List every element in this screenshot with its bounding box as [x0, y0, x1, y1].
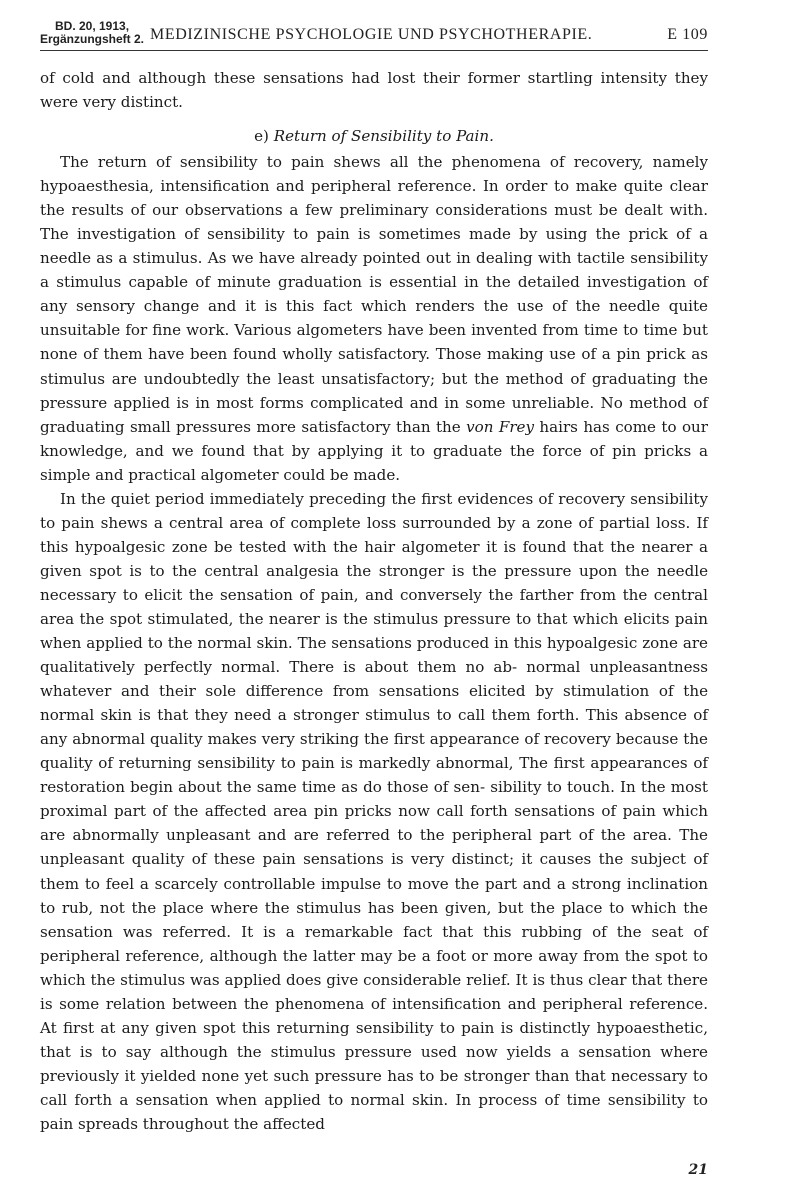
paragraph-1-end: hairs has come to our knowledge, and we found that by applying it to graduate the force of pin pricks a simple and practical algometer could be made.	[40, 417, 708, 484]
paragraph-1	[40, 150, 708, 487]
paragraph-2: In the quiet period immediately preceding the first evidences of recovery sensibility to pain shews a central area of complete loss surrounded by a zone of partial loss. If this hypoalgesic zone be tested with the hair algometer it is found that the nearer a given spot is to the central analgesia the stronger is the pressure upon the needle necessary to elicit the sensation of pain, and conversely the farther from the central area the spot stimulated, the nearer is the stimulus pressure to that which elicits pain when applied to the normal skin. The sensations produced in this hypoalgesic zone are qualitatively perfectly normal. There is about them no ab- normal unpleasantness whatever and their sole difference from sensations elicited by stimulation of the normal skin is that they need a stronger stimulus to call them forth. This absence of any abnormal quality makes very striking the first appearance of recovery because the quality of returning sensibility to pain is markedly abnormal, The first appearances of restoration begin about the same time as do those of sen- sibility to touch. In the most proximal part of the affected area pin pricks now call forth sensations of pain which are abnormally unpleasant and are referred to the peripheral part of the area. The unpleasant quality of these pain sensations is very distinct; it causes the subject of them to feel a scarcely controllable impulse to move the part and a strong inclination to rub, not the place where the stimulus has been given, but the place to which the sensation was referred. It is a remarkable fact that this rubbing of the seat of peripheral reference, although the latter may be a foot or more away from the spot to which the stimulus was applied does give considerable relief. It is thus clear that there is some relation between the phenomena of intensification and peripheral reference. At first at any given spot this returning sensibility to pain is distinctly hypoaesthetic, that is to say although the stimulus pressure used now yields a sensation where previously it yielded none yet such pressure has to be stronger than that necessary to call forth a sensation when applied to normal skin. In process of time sensibility to pain spreads throughout the affected	[40, 489, 708, 1133]
paragraph-continuation: of cold and although these sensations had lost their former startling intensity they were very distinct.	[40, 69, 708, 112]
volume-info	[40, 20, 144, 46]
running-title: MEDIZINISCHE PSYCHOLOGIE UND PSYCHOTHERAPIE.	[150, 26, 593, 43]
volume-line-2: Ergänzungsheft 2.	[40, 32, 145, 46]
page-number: E 109	[667, 26, 708, 43]
volume-line-1: BD. 20, 1913,	[54, 19, 130, 33]
section-heading	[40, 124, 708, 148]
signature-mark: 21	[688, 1162, 708, 1178]
section-heading-title: Return of Sensibility to Pain.	[273, 127, 494, 146]
body-text	[40, 66, 708, 1136]
page-header	[40, 20, 708, 51]
paragraph-1-italic: von Frey	[466, 417, 534, 436]
section-heading-label: e)	[254, 127, 269, 146]
paragraph-1-text: The return of sensibility to pain shews all the phenomena of recovery, namely hypoaesthesia, intensification and peripheral reference. In order to make quite clear the results of our observations a few preliminary considerations must be dealt with. The investigation of sensibility to pain is sometimes made by using the prick of a needle as a stimulus. As we have already pointed out in dealing with tactile sensibility a stimulus capable of minute graduation is essential in the detailed investigation of any sensory change and it is this fact which renders the use of the needle quite unsuitable for fine work. Various algometers have been invented from time to time but none of them have been found wholly satisfactory. Those making use of a pin prick as stimulus are undoubtedly the least unsatisfactory; but the method of graduating the pressure applied is in most forms complicated and in some unreliable. No method of graduating small pressures more satisfactory than the	[40, 153, 708, 436]
